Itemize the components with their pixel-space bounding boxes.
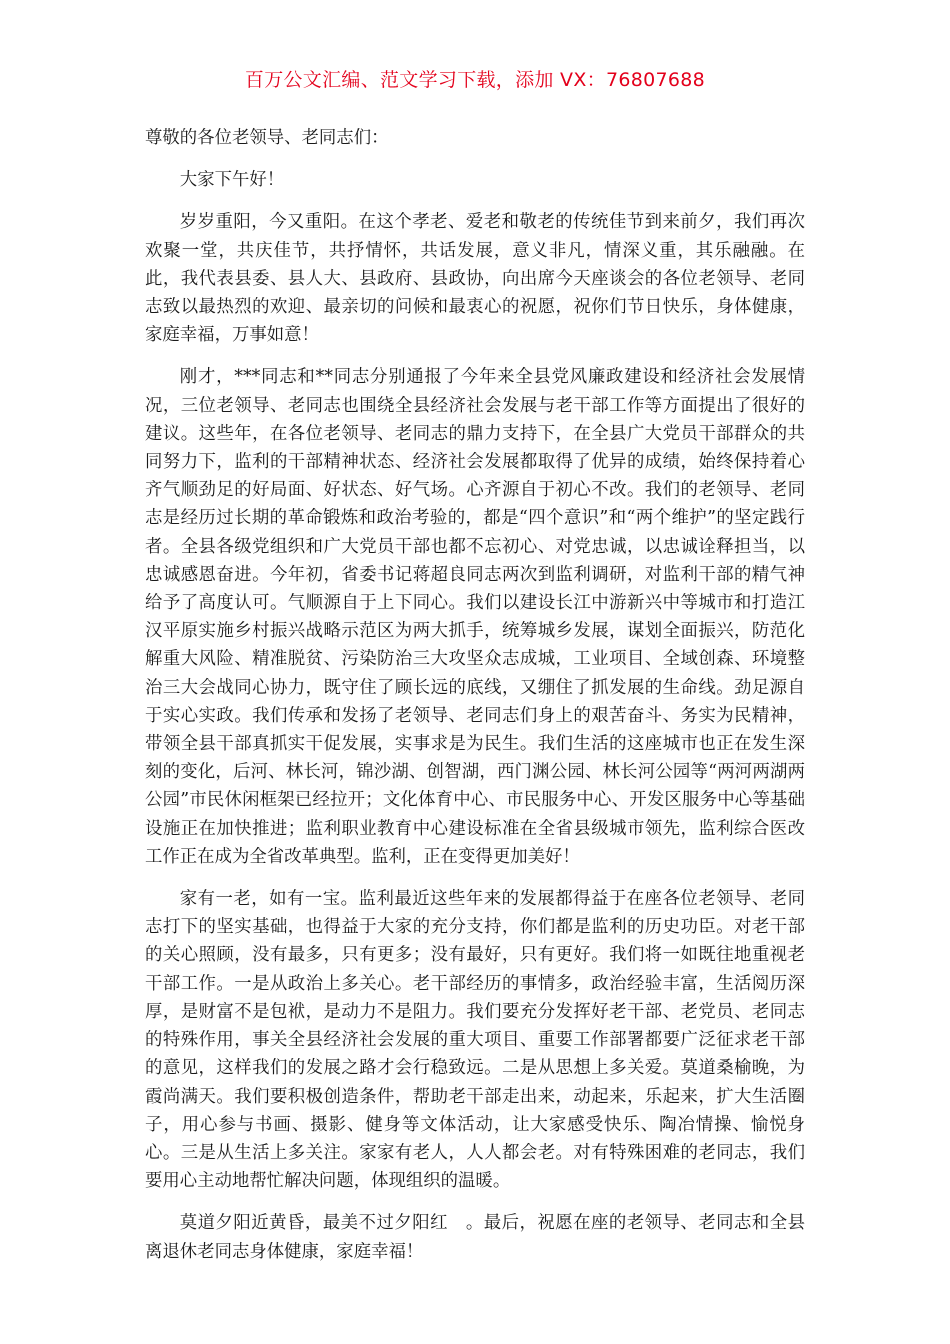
paragraph: 刚才，***同志和**同志分别通报了今年来全县党风廉政建设和经济社会发展情况，三位老领导、老同志也围绕全县经济社会发展与老干部工作等方面提出了很好的建议。这些年，在各位老领导、老同志的鼎力支持下，在全县广大党员干部群众的共同努力下，监利的干部精神状态、经济社会发展都取得了优异的成绩，始终保持着心齐气顺劲足的好局面、好状态、好气场。心齐源自于初心不改。我们的老领导、老同志是经历过长期的革命锻炼和政治考验的，都是“四个意识”和“两个维护”的坚定践行者。全县各级党组织和广大党员干部也都不忘初心、对党忠诚，以忠诚诠释担当，以忠诚感恩奋进。今年初，省委书记蒋超良同志两次到监利调研，对监利干部的精气神给予了高度认可。气顺源自于上下同心。我们以建设长江中游新兴中等城市和打造江汉平原实施乡村振兴战略示范区为两大抓手，统筹城乡发展，谋划全面振兴，防范化解重大风险、精准脱贫、污染防治三大攻坚众志成城，工业项目、全域创森、环境整治三大会战同心协力，既守住了顾长远的底线，又绷住了抓发展的生命线。劲足源自于实心实政。我们传承和发扬了老领导、老同志们身上的艰苦奋斗、务实为民精神，带领全县干部真抓实干促发展，实事求是为民生。我们生活的这座城市也正在发生深刻的变化，后河、林长河，锦沙湖、创智湖，西门渊公园、林长河公园等“两河两湖两公园”市民休闲框架已经拉开；文化体育中心、市民服务中心、开发区服务中心等基础设施正在加快推进；监利职业教育中心建设标准在全省县级城市领先，监利综合医改工作正在成为全省改革典型。监利，正在变得更加美好！	[145, 367, 805, 867]
greeting: 大家下午好！	[179, 170, 285, 191]
paragraph: 莫道夕阳近黄昏，最美不过夕阳红 。最后，祝愿在座的老领导、老同志和全县离退休老同志身体健康，家庭幸福！	[145, 1213, 805, 1262]
header-watermark: 百万公文汇编、范文学习下载，添加 VX：76807688	[244, 69, 706, 91]
document-body	[145, 124, 805, 1280]
paragraph: 岁岁重阳，今又重阳。在这个孝老、爱老和敬老的传统佳节到来前夕，我们再次欢聚一堂，共庆佳节，共抒情怀，共话发展，意义非凡，情深义重，其乐融融。在此，我代表县委、县人大、县政府、县政协，向出席今天座谈会的各位老领导、老同志致以最热烈的欢迎、最亲切的问候和最衷心的祝愿，祝你们节日快乐，身体健康，家庭幸福，万事如意！	[145, 212, 805, 346]
salutation: 尊敬的各位老领导、老同志们：	[145, 128, 389, 148]
paragraph: 家有一老，如有一宝。监利最近这些年来的发展都得益于在座各位老领导、老同志打下的坚实基础，也得益于大家的充分支持，你们都是监利的历史功臣。对老干部的关心照顾，没有最多，只有更多；没有最好，只有更好。我们将一如既往地重视老干部工作。一是从政治上多关心。老干部经历的事情多，政治经验丰富，生活阅历深厚，是财富不是包袱，是动力不是阻力。我们要充分发挥好老干部、老党员、老同志的特殊作用，事关全县经济社会发展的重大项目、重要工作部署都要广泛征求老干部的意见，这样我们的发展之路才会行稳致远。二是从思想上多关爱。莫道桑榆晚，为霞尚满天。我们要积极创造条件，帮助老干部走出来，动起来，乐起来，扩大生活圈子，用心参与书画、摄影、健身等文体活动，让大家感受快乐、陶冶情操、愉悦身心。三是从生活上多关注。家家有老人，人人都会老。对有特殊困难的老同志，我们要用心主动地帮忙解决问题，体现组织的温暖。	[145, 889, 805, 1192]
